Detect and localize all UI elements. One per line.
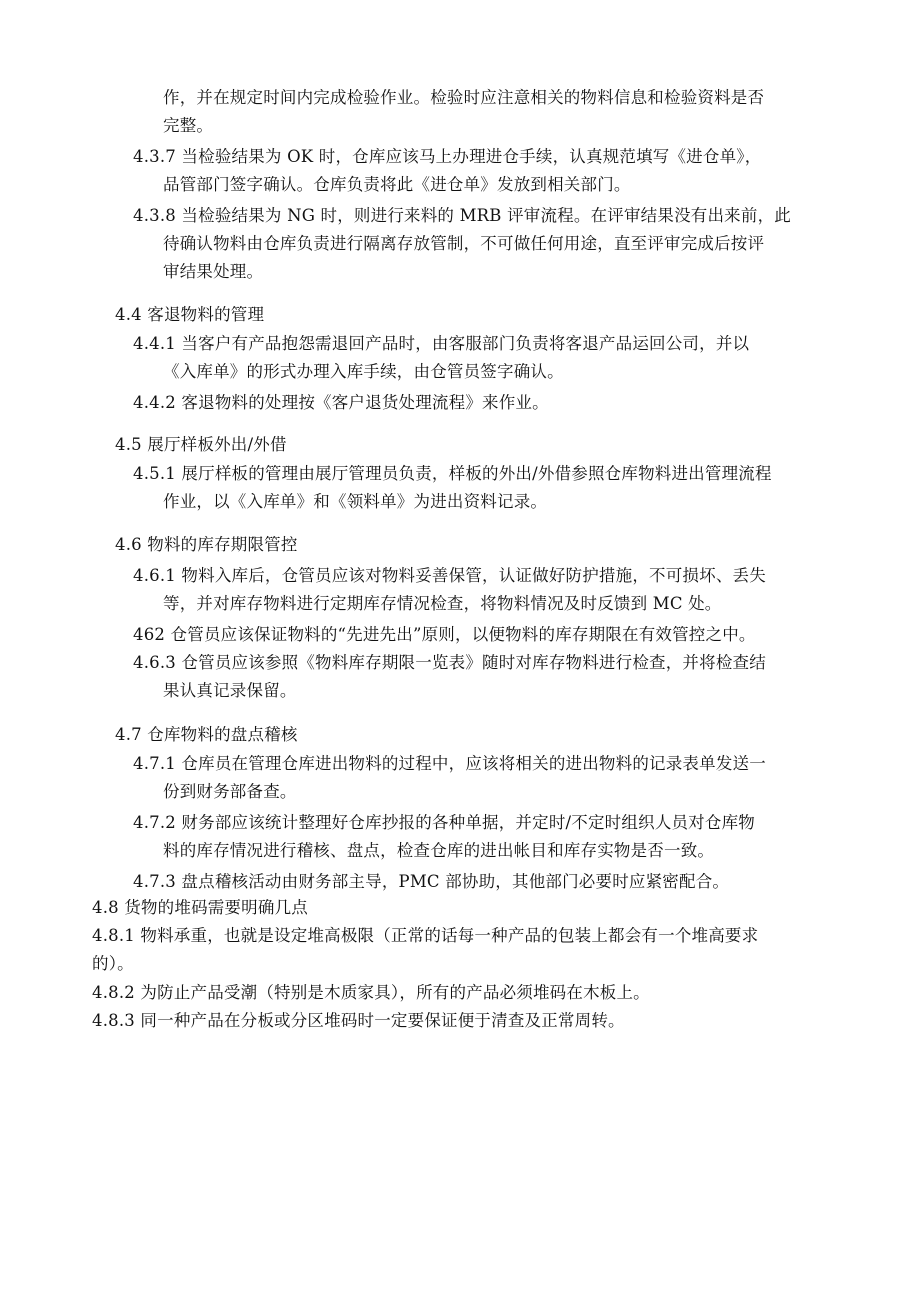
text-line: 4.8.1 物料承重，也就是设定堆高极限（正常的话每一种产品的包装上都会有一个堆高要求 xyxy=(92,926,759,945)
text-line: 作业，以《入库单》和《领料单》为进出资料记录。 xyxy=(163,492,548,511)
text-line: 4.8.3 同一种产品在分板或分区堆码时一定要保证便于清查及正常周转。 xyxy=(92,1011,625,1030)
section-heading: 4.8 货物的堆码需要明确几点 xyxy=(92,898,308,917)
text-line: 作，并在规定时间内完成检验作业。检验时应注意相关的物料信息和检验资料是否 xyxy=(163,88,765,107)
text-line: 审结果处理。 xyxy=(163,262,264,281)
text-line: 完整。 xyxy=(163,116,214,135)
text-line: 份到财务部备查。 xyxy=(163,782,297,801)
text-line: 4.8.2 为防止产品受潮（特别是木质家具），所有的产品必须堆码在木板上。 xyxy=(92,983,650,1002)
text-line: 4.6.1 物料入库后，仓管员应该对物料妥善保管，认证做好防护措施，不可损坏、丢失 xyxy=(133,566,766,585)
text-line: 4.5.1 展厅样板的管理由展厅管理员负责，样板的外出/外借参照仓库物料进出管理流程 xyxy=(133,464,772,483)
text-line: 果认真记录保留。 xyxy=(163,681,297,700)
text-line: 4.6.3 仓管员应该参照《物料库存期限一览表》随时对库存物料进行检查，并将检查结 xyxy=(133,653,766,672)
text-line: 等，并对库存物料进行定期库存情况检查，将物料情况及时反馈到 MC 处。 xyxy=(163,594,722,613)
text-line: 《入库单》的形式办理入库手续，由仓管员签字确认。 xyxy=(163,362,564,381)
text-line: 4.3.7 当检验结果为 OK 时，仓库应该马上办理进仓手续，认真规范填写《进仓单》， xyxy=(133,147,762,166)
text-line: 462 仓管员应该保证物料的“先进先出”原则，以便物料的库存期限在有效管控之中。 xyxy=(133,625,756,644)
section-heading: 4.6 物料的库存期限管控 xyxy=(115,535,298,554)
text-line: 品管部门签字确认。仓库负责将此《进仓单》发放到相关部门。 xyxy=(163,175,631,194)
text-line: 待确认物料由仓库负责进行隔离存放管制，不可做任何用途，直至评审完成后按评 xyxy=(163,234,765,253)
text-line: 4.4.1 当客户有产品抱怨需退回产品时，由客服部门负责将客退产品运回公司，并以 xyxy=(133,334,750,353)
section-heading: 4.5 展厅样板外出/外借 xyxy=(115,435,287,454)
section-heading: 4.7 仓库物料的盘点稽核 xyxy=(115,725,298,744)
text-line: 料的库存情况进行稽核、盘点，检查仓库的进出帐目和库存实物是否一致。 xyxy=(163,841,715,860)
section-heading: 4.4 客退物料的管理 xyxy=(115,305,265,324)
text-line: 4.7.2 财务部应该统计整理好仓库抄报的各种单据，并定时/不定时组织人员对仓库物 xyxy=(133,813,755,832)
text-line: 4.4.2 客退物料的处理按《客户退货处理流程》来作业。 xyxy=(133,393,549,412)
text-line: 4.7.1 仓库员在管理仓库进出物料的过程中，应该将相关的进出物料的记录表单发送一 xyxy=(133,754,766,773)
text-line: 的）。 xyxy=(92,954,134,973)
text-line: 4.7.3 盘点稽核活动由财务部主导，PMC 部协助，其他部门必要时应紧密配合。 xyxy=(133,872,730,891)
text-line: 4.3.8 当检验结果为 NG 时，则进行来料的 MRB 评审流程。在评审结果没有出来前，此 xyxy=(133,206,791,225)
